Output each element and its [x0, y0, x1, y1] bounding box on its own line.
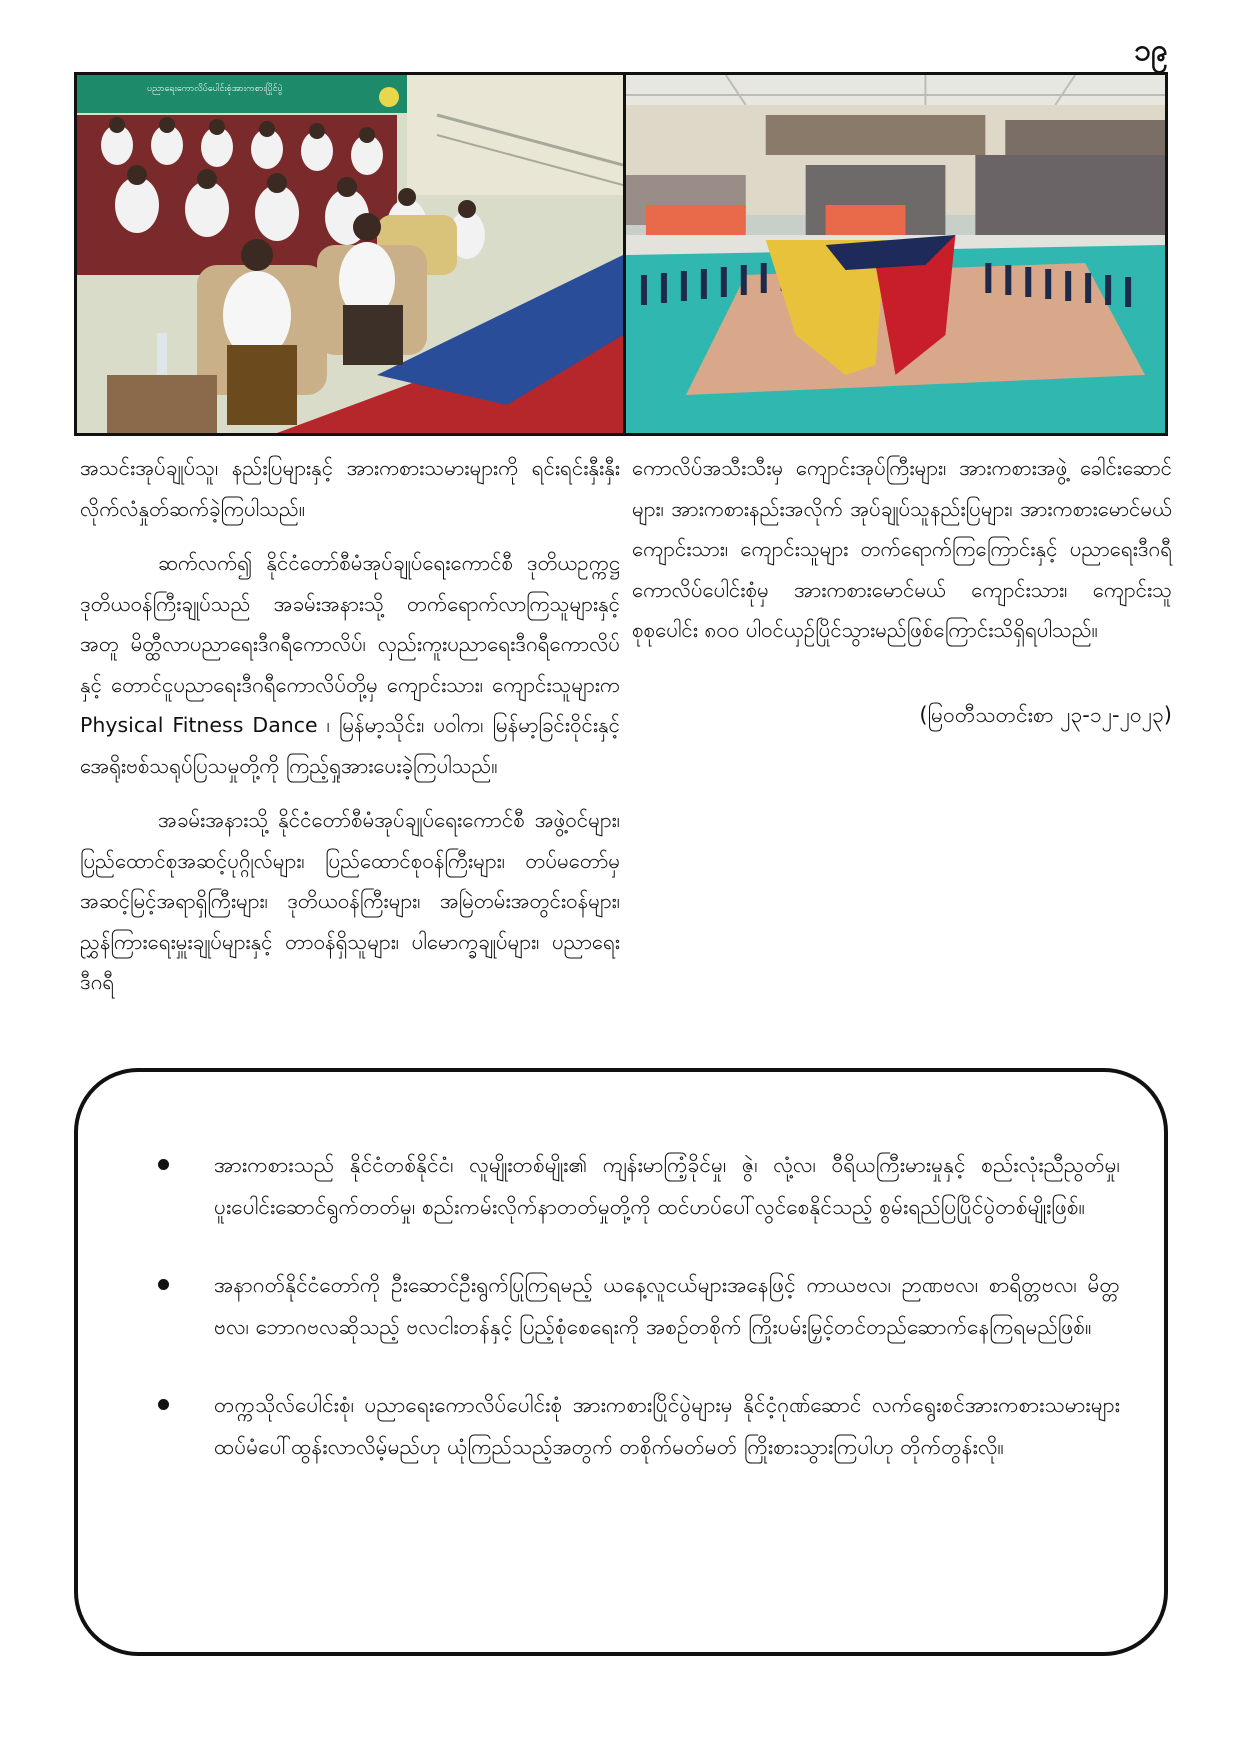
- ceremony-audience-photo: [77, 75, 626, 433]
- bullet-icon: [158, 1279, 169, 1290]
- key-point-text: အနာဂတ်နိုင်ငံတော်ကို ဦးဆောင်ဦးရွက်ပြုကြရမည့် ယနေ့လူငယ်များအနေဖြင့် ကာယဗလ၊ ဉာဏဗလ၊ စာရိတ္တဗလ၊ မိတ္တဗလ၊ ဘောဂဗလဆိုသည့် ဗလငါးတန်နှင့် ပြည့်စုံစေရေးကို အစဉ်တစိုက် ကြိုးပမ်းမြှင့်တင်တည်ဆောက်နေကြရမည်ဖြစ်။: [214, 1273, 1120, 1339]
- news-source-citation: (မြဝတီသတင်းစာ ၂၃-၁၂-၂၀၂၃): [919, 702, 1172, 727]
- key-point-item: [144, 1264, 1120, 1348]
- key-points-list: [78, 1072, 1164, 1468]
- left-paragraph-2: ဆက်လက်၍ နိုင်ငံတော်စီမံအုပ်ချုပ်ရေးကောင်စီ ဒုတိယဥက္ကဋ္ဌ ဒုတိယဝန်ကြီးချုပ်သည် အခမ်းအနားသို့ တက်ရောက်လာကြသူများနှင့်အတူ မိတ္ထီလာပညာရေးဒီဂရီကောလိပ်၊ လှည်းကူးပညာရေးဒီဂရီကောလိပ်နှင့် တောင်ငူပညာရေးဒီဂရီကောလိပ်တို့မှ ကျောင်းသား၊ ကျောင်းသူများက Physical Fitness Dance ၊ မြန်မာ့သိုင်း၊ ပဝါက၊ မြန်မာ့ခြင်းဝိုင်းနှင့် အေရိုးဗစ်သရုပ်ပြသမှုတို့ကို ကြည့်ရှုအားပေးခဲ့ကြပါသည်။: [80, 551, 620, 778]
- left-paragraph-1: အသင်းအုပ်ချုပ်သူ၊ နည်းပြများနှင့် အားကစားသမားများကို ရင်းရင်းနှီးနှီး လိုက်လံနှုတ်ဆက်ခဲ့ကြပါသည်။: [80, 456, 620, 521]
- left-paragraph-3: အခမ်းအနားသို့ နိုင်ငံတော်စီမံအုပ်ချုပ်ရေးကောင်စီ အဖွဲ့ဝင်များ၊ ပြည်ထောင်စုအဆင့်ပုဂ္ဂိုလ်များ၊ ပြည်ထောင်စုဝန်ကြီးများ၊ တပ်မတော်မှ အဆင့်မြင့်အရာရှိကြီးများ၊ ဒုတိယဝန်ကြီးများ၊ အမြဲတမ်းအတွင်းဝန်များ၊ ညွှန်ကြားရေးမှူးချုပ်များနှင့် တာဝန်ရှိသူများ၊ ပါမောက္ခချုပ်များ၊ ပညာရေးဒီဂရီ: [80, 808, 620, 994]
- key-points-box: [74, 1068, 1168, 1656]
- stadium-performance-photo: [626, 75, 1165, 433]
- left-text-column: [80, 448, 620, 1017]
- key-point-item: [144, 1144, 1120, 1228]
- right-text-column: [632, 448, 1172, 749]
- bullet-icon: [158, 1159, 169, 1170]
- photo-banner-text: ပညာရေးကောလိပ်ပေါင်းစုံအားကစားပြိုင်ပွဲ: [147, 84, 283, 94]
- page-number: ၁၉: [1134, 33, 1168, 68]
- photo-strip: [74, 72, 1168, 436]
- bullet-icon: [158, 1399, 169, 1410]
- key-point-text: တက္ကသိုလ်ပေါင်းစုံ၊ ပညာရေးကောလိပ်ပေါင်းစုံ အားကစားပြိုင်ပွဲများမှ နိုင်ငံ့ဂုဏ်ဆောင် လက်ရွေးစင်အားကစားသမားများ ထပ်မံပေါ်ထွန်းလာလိမ့်မည်ဟု ယုံကြည်သည့်အတွက် တစိုက်မတ်မတ် ကြိုးစားသွားကြပါဟု တိုက်တွန်းလို။: [214, 1393, 1120, 1459]
- right-paragraph-1: ကောလိပ်အသီးသီးမှ ကျောင်းအုပ်ကြီးများ၊ အားကစားအဖွဲ့ ခေါင်းဆောင်များ၊ အားကစားနည်းအလိုက် အုပ်ချုပ်သူနည်းပြများ၊ အားကစားမောင်မယ် ကျောင်းသား၊ ကျောင်းသူများ တက်ရောက်ကြကြောင်းနှင့် ပညာရေးဒီဂရီကောလိပ်ပေါင်းစုံမှ အားကစားမောင်မယ် ကျောင်းသား၊ ကျောင်းသူ စုစုပေါင်း ၈၀၀ ပါဝင်ယှဉ်ပြိုင်သွားမည်ဖြစ်ကြောင်းသိရှိရပါသည်။: [632, 456, 1172, 642]
- key-point-item: [144, 1384, 1120, 1468]
- key-point-text: အားကစားသည် နိုင်ငံတစ်နိုင်ငံ၊ လူမျိုးတစ်မျိုး၏ ကျန်းမာကြံ့ခိုင်မှု၊ ဇွဲ၊ လုံ့လ၊ ဝီရိယကြီးမားမှုနှင့် စည်းလုံးညီညွတ်မှု၊ ပူးပေါင်းဆောင်ရွက်တတ်မှု၊ စည်းကမ်းလိုက်နာတတ်မှုတို့ကို ထင်ဟပ်ပေါ်လွင်စေနိုင်သည့် စွမ်းရည်ပြပြိုင်ပွဲတစ်မျိုးဖြစ်။: [214, 1153, 1120, 1219]
